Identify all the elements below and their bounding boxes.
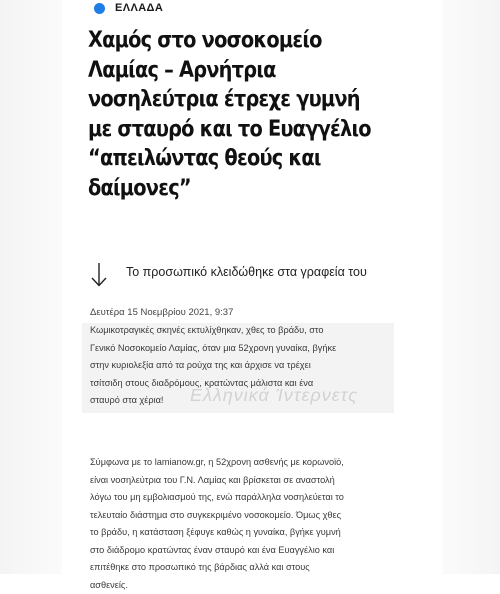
headline-line: Χαμός στο νοσοκομείο	[88, 26, 432, 56]
publish-date: Δευτέρα 15 Νοεμβρίου 2021, 9:37	[90, 307, 233, 318]
article-subtitle: Το προσωπικό κλειδώθηκε στα γραφεία του	[126, 264, 367, 280]
paragraph-line: λόγω του μη εμβολιασμού της, ενώ παράλληλα νοσηλεύεται το	[90, 489, 420, 507]
paragraph-line: Κωμικοτραγικές σκηνές εκτυλίχθηκαν, χθες το βράδυ, στο	[90, 322, 420, 340]
category-tag[interactable]	[94, 2, 163, 14]
paragraph-line: είναι νοσηλεύτρια του Γ.Ν. Λαμίας και βρίσκεται σε αναστολή	[90, 472, 420, 490]
headline-line: “απειλώντας θεούς και	[88, 144, 432, 174]
right-margin	[442, 0, 500, 574]
headline-line: νοσηλεύτρια έτρεχε γυμνή	[88, 85, 432, 115]
article-paragraph-2	[90, 454, 420, 594]
paragraph-line: επιτέθηκε στο προσωπικό της βάρδιας αλλά και στους	[90, 559, 420, 577]
headline-line: δαίμονες”	[88, 174, 432, 204]
article-subtitle-row	[90, 262, 367, 288]
paragraph-line: στο διάδρομο κρατώντας έναν σταυρό και ένα Ευαγγέλιο και	[90, 542, 420, 560]
paragraph-line: το βράδυ, η κατάσταση ξέφυγε καθώς η γυναίκα, βγήκε γυμνή	[90, 524, 420, 542]
headline-line: Λαμίας – Αρνήτρια	[88, 56, 432, 86]
headline-line: με σταυρό και το Ευαγγέλιο	[88, 115, 432, 145]
watermark-text: Ελληνικά Ίντερνετς	[190, 385, 358, 406]
paragraph-line: τελευταίο διάστημα στο συγκεκριμένο νοσοκομείο. Όμως χθες	[90, 507, 420, 525]
left-margin	[0, 0, 62, 574]
category-label: ΕΛΛΑΔΑ	[115, 2, 163, 14]
paragraph-line: σταυρό στα χέρια!	[90, 392, 420, 410]
paragraph-line: ασθενείς.	[90, 577, 420, 594]
paragraph-line: τσίτσιδη στους διαδρόμους, κρατώντας μάλιστα και ένα	[90, 375, 420, 393]
paragraph-line: στην κυριολεξία από τα ρούχα της και άρχισε να τρέχει	[90, 357, 420, 375]
paragraph-line: Σύμφωνα με το lamianow.gr, η 52χρονη ασθενής με κορωνοϊό,	[90, 454, 420, 472]
category-dot-icon	[94, 3, 105, 14]
article-headline	[88, 26, 432, 203]
paragraph-line: Γενικό Νοσοκομείο Λαμίας, όταν μια 52χρονη γυναίκα, βγήκε	[90, 340, 420, 358]
arrow-down-icon[interactable]	[90, 262, 108, 288]
